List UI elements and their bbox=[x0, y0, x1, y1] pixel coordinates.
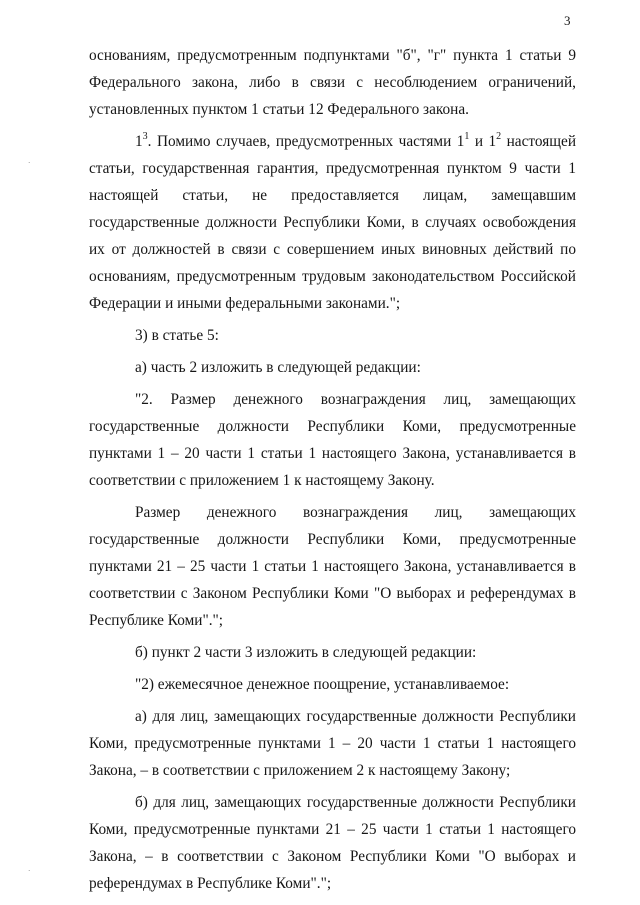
clause-number: $1^3$. bbox=[135, 131, 152, 150]
page-number: 3 bbox=[564, 13, 571, 28]
paragraph-7: б) пункт 2 части 3 изложить в следующей редакции: bbox=[135, 644, 477, 661]
paragraph-4: а) часть 2 изложить в следующей редакции: bbox=[135, 359, 421, 376]
margin-mark: · bbox=[28, 159, 31, 167]
margin-mark: · bbox=[28, 867, 31, 875]
paragraph-5: "2. Размер денежного вознаграждения лиц, замещающих государственные должности Республики Коми, предусмотренные пунктами 1 – 20 части 1 статьи 1 настоящего Закона, устанавливается в соответствии с приложением 1 к настоящему Закону. bbox=[89, 391, 576, 489]
part-ref-2: $1^2$ bbox=[488, 131, 502, 150]
paragraph-8: "2) ежемесячное денежное поощрение, устанавливаемое: bbox=[135, 676, 510, 693]
paragraph-9: а) для лиц, замещающих государственные должности Республики Коми, предусмотренные пунктами 1 – 20 части 1 статьи 1 настоящего Закона, – в соответствии с приложением 2 к настоящему Закону; bbox=[89, 708, 576, 779]
part-ref-1: $1^1$ bbox=[456, 131, 470, 150]
paragraph-3: 3) в статье 5: bbox=[135, 327, 219, 344]
document-body bbox=[89, 42, 576, 897]
paragraph-2: $1^3$. Помимо случаев, предусмотренных частями $1^1$ и $1^2$ настоящей статьи, государственная гарантия, предусмотренная пунктом 9 части 1 настоящей статьи, не предоставляется лицам, замещавшим государственные должности Республики Коми, в случаях освобождения их от должностей в связи с совершением иных виновных действий по основаниям, предусмотренным трудовым законодательством Российской Федерации и иными федеральными законами."; bbox=[89, 131, 577, 312]
paragraph-10: б) для лиц, замещающих государственные должности Республики Коми, предусмотренные пунктами 21 – 25 части 1 статьи 1 настоящего Закона, – в соответствии с Законом Республики Коми "О выборах и референдумах в Республике Коми"."; bbox=[89, 794, 576, 892]
paragraph-1: основаниям, предусмотренным подпунктами "б", "г" пункта 1 статьи 9 Федерального закона, либо в связи с несоблюдением ограничений, установленных пунктом 1 статьи 12 Федерального закона. bbox=[89, 47, 576, 118]
paragraph-6: Размер денежного вознаграждения лиц, замещающих государственные должности Республики Коми, предусмотренные пунктами 21 – 25 части 1 статьи 1 настоящего Закона, устанавливается в соответствии с Законом Республики Коми "О выборах и референдумах в Республике Коми"."; bbox=[89, 504, 576, 629]
